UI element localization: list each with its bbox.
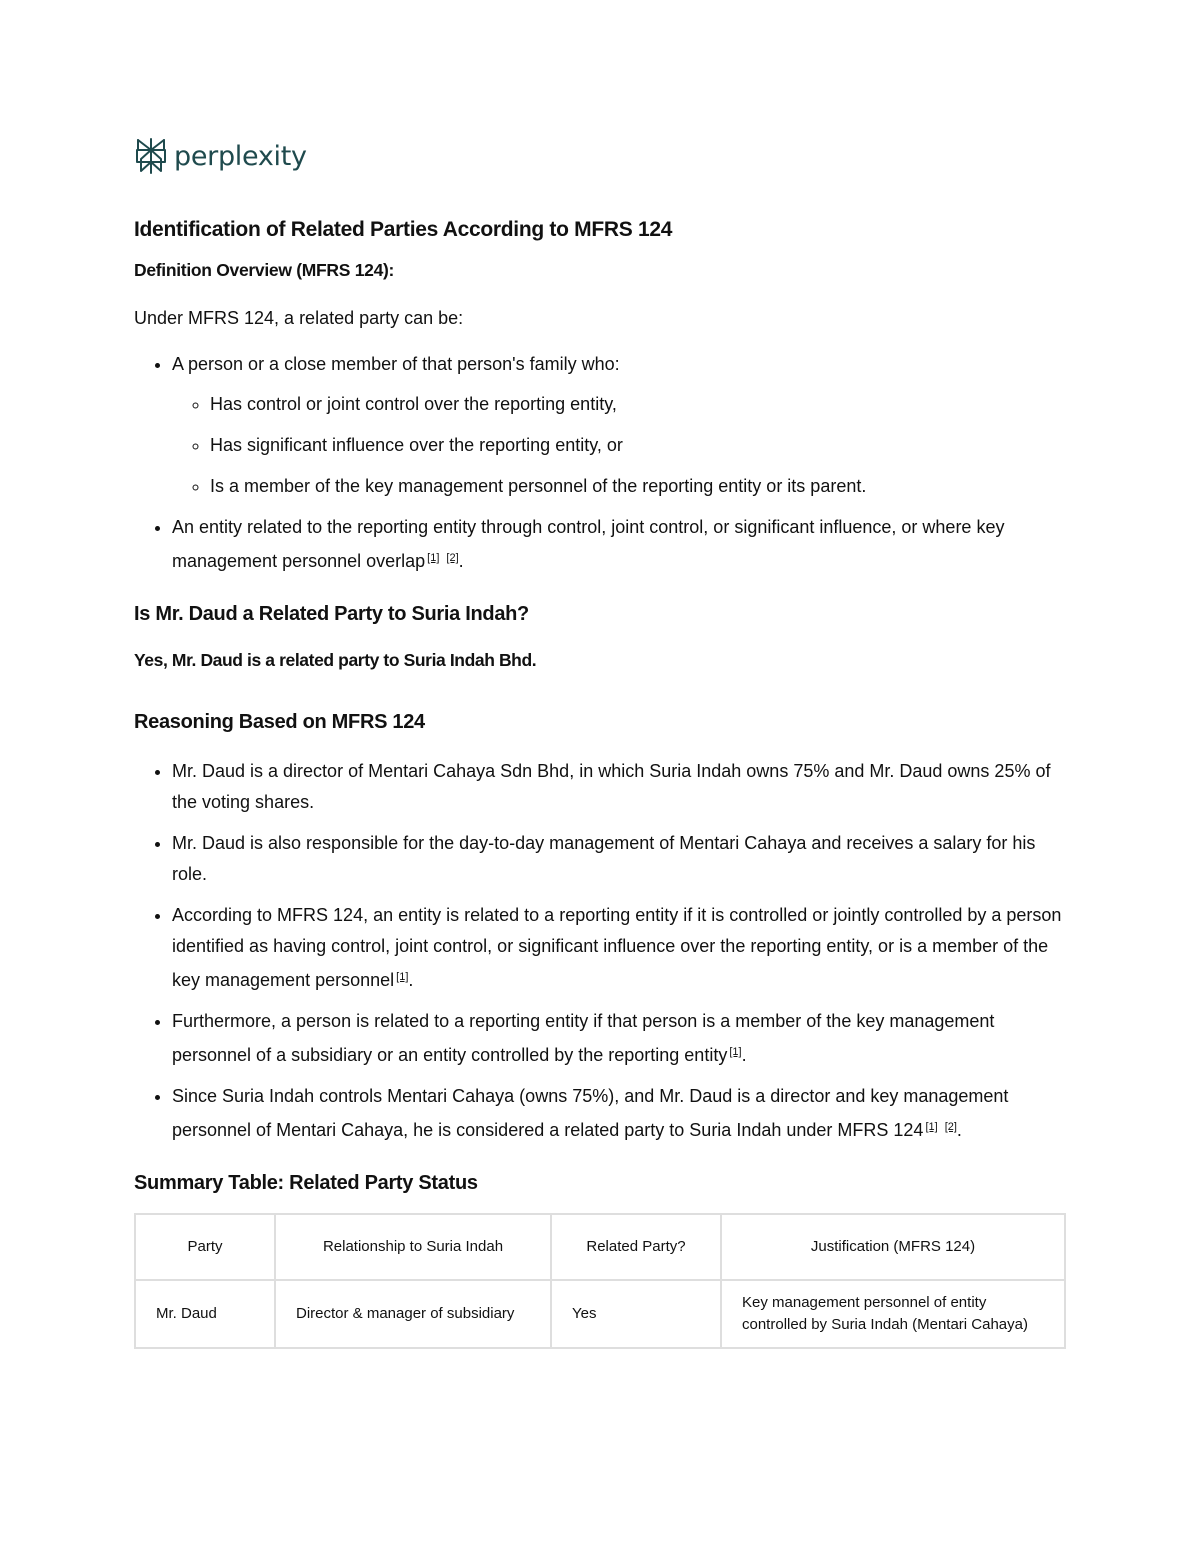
citation-link[interactable]: [1]: [427, 552, 440, 564]
list-item-end: .: [408, 970, 414, 990]
sublist-item: ◦ Is a member of the key management personnel of the reporting entity or its parent.: [210, 471, 1066, 502]
list-item-text: Mr. Daud is also responsible for the day-to-day management of Mentari Cahaya and receives a salary for his role.: [172, 833, 1036, 884]
list-item-end: .: [956, 1120, 962, 1140]
document-title: Identification of Related Parties According to MFRS 124: [134, 218, 673, 241]
list-item: [172, 349, 1066, 502]
list-item-end: .: [741, 1045, 747, 1065]
table-header-row: [135, 1214, 1065, 1280]
list-item-text: Since Suria Indah controls Mentari Cahaya (owns 75%), and Mr. Daud is a director and key management personnel of Mentari Cahaya, he is considered a related party to Suria Indah under MFRS 124: [172, 1086, 1009, 1140]
sublist-item: ◦ Has significant influence over the reporting entity, or: [210, 430, 1066, 461]
document-page: [134, 134, 1066, 1349]
citation-link[interactable]: [2]: [446, 552, 459, 564]
table-cell: Director & manager of subsidiary: [275, 1280, 551, 1348]
list-item: [172, 756, 1066, 818]
summary-table: [134, 1213, 1066, 1349]
definition-list: [134, 349, 1066, 577]
list-item-end: .: [458, 551, 464, 571]
citation-link[interactable]: [1]: [925, 1121, 938, 1133]
definition-sublist: [172, 389, 1066, 502]
list-item-text: According to MFRS 124, an entity is related to a reporting entity if it is controlled or jointly controlled by a person identified as having control, joint control, or significant influence over the reporting entity, or is a member of the key management personnel: [172, 905, 1062, 990]
citation-link[interactable]: [1]: [729, 1046, 742, 1058]
perplexity-logo-icon: [134, 137, 168, 175]
citation-link[interactable]: [1]: [396, 971, 409, 983]
citation-link[interactable]: [2]: [944, 1121, 957, 1133]
definition-heading: Definition Overview (MFRS 124):: [134, 260, 395, 280]
list-item-text: Mr. Daud is a director of Mentari Cahaya Sdn Bhd, in which Suria Indah owns 75% and Mr. Daud owns 25% of the voting shares.: [172, 761, 1051, 812]
list-item: [172, 1081, 1066, 1146]
list-item-text: An entity related to the reporting entity through control, joint control, or significant influence, or where key management personnel overlap: [172, 517, 1005, 571]
list-item: [172, 828, 1066, 890]
list-item-text: A person or a close member of that person's family who:: [172, 354, 620, 374]
column-header: Justification (MFRS 124): [721, 1214, 1065, 1280]
list-item: [172, 1006, 1066, 1071]
list-item-text: Furthermore, a person is related to a reporting entity if that person is a member of the key management personnel of a subsidiary or an entity controlled by the reporting entity: [172, 1011, 995, 1065]
reasoning-heading: Reasoning Based on MFRS 124: [134, 711, 425, 733]
list-item: [172, 900, 1066, 996]
summary-heading: Summary Table: Related Party Status: [134, 1172, 478, 1194]
reasoning-list: [134, 756, 1066, 1146]
brand-name: perplexity: [174, 140, 307, 172]
brand-logo[interactable]: [134, 134, 1066, 178]
table-cell: Key management personnel of entity controlled by Suria Indah (Mentari Cahaya): [721, 1280, 1065, 1348]
table-cell: Mr. Daud: [135, 1280, 275, 1348]
list-item: [172, 512, 1066, 577]
table-row: [135, 1280, 1065, 1348]
column-header: Related Party?: [551, 1214, 721, 1280]
definition-intro: Under MFRS 124, a related party can be:: [134, 308, 464, 328]
column-header: Party: [135, 1214, 275, 1280]
table-cell: Yes: [551, 1280, 721, 1348]
question-heading: Is Mr. Daud a Related Party to Suria Indah?: [134, 603, 529, 625]
sublist-item: ◦ Has control or joint control over the reporting entity,: [210, 389, 1066, 420]
answer-text: Yes, Mr. Daud is a related party to Suria Indah Bhd.: [134, 650, 537, 670]
column-header: Relationship to Suria Indah: [275, 1214, 551, 1280]
